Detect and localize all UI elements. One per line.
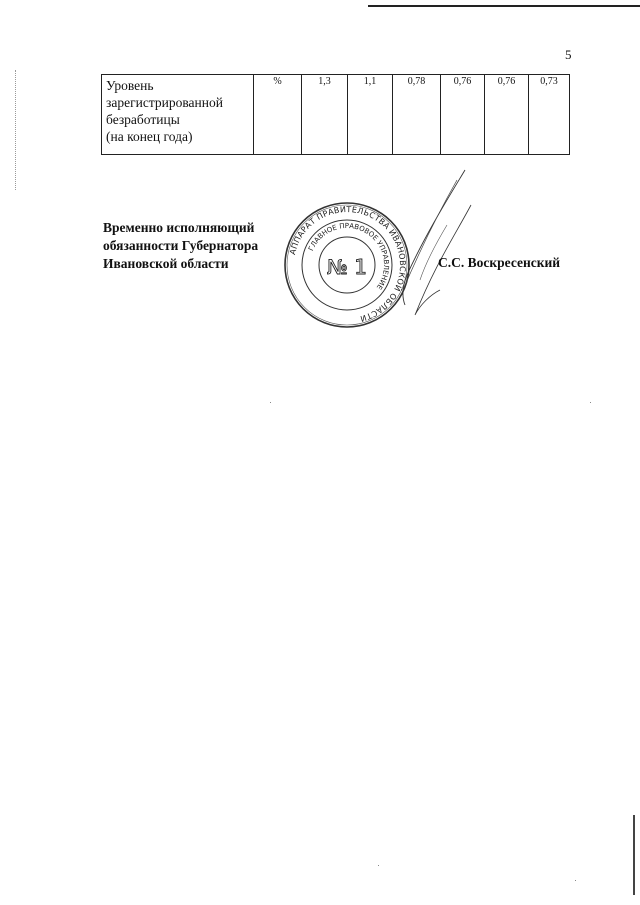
scan-speck: [575, 880, 576, 881]
top-rule: [368, 5, 640, 7]
signer-title: [103, 219, 258, 273]
value-cell: 0,76: [485, 75, 529, 155]
value-cell: 1,3: [302, 75, 348, 155]
table-row: [102, 75, 570, 155]
stamp-center-number: № 1: [327, 255, 367, 279]
scan-speck: [270, 402, 271, 403]
value-cell: 1,1: [348, 75, 393, 155]
handwritten-signature: [395, 165, 475, 325]
indicator-line: безработицы: [106, 112, 180, 127]
signer-name: С.С. Воскресенский: [438, 255, 561, 270]
unit-cell: %: [254, 75, 302, 155]
indicator-line: зарегистрированной: [106, 95, 223, 110]
stamp-outer-text: АППАРАТ ПРАВИТЕЛЬСТВА ИВАНОВСКОЙ ОБЛАСТИ: [288, 204, 408, 324]
signer-title-line: обязанности Губернатора: [103, 238, 259, 253]
indicator-line: Уровень: [106, 78, 154, 93]
indicators-table: [101, 74, 570, 155]
scan-edge-mark: [633, 815, 635, 895]
signer-title-line: Ивановской области: [103, 256, 229, 271]
scan-speck: [590, 402, 591, 403]
indicator-line: (на конец года): [106, 129, 193, 144]
stamp-inner-text: ГЛАВНОЕ ПРАВОВОЕ УПРАВЛЕНИЕ: [307, 221, 391, 291]
value-cell: 0,76: [441, 75, 485, 155]
scan-speck: [378, 865, 379, 866]
value-cell: 0,78: [393, 75, 441, 155]
indicator-name-cell: [102, 75, 254, 155]
official-stamp: [282, 200, 412, 330]
value-cell: 0,73: [529, 75, 570, 155]
page-number: 5: [565, 47, 572, 62]
scan-gutter-mark: [15, 70, 16, 190]
signer-title-line: Временно исполняющий: [103, 220, 255, 235]
